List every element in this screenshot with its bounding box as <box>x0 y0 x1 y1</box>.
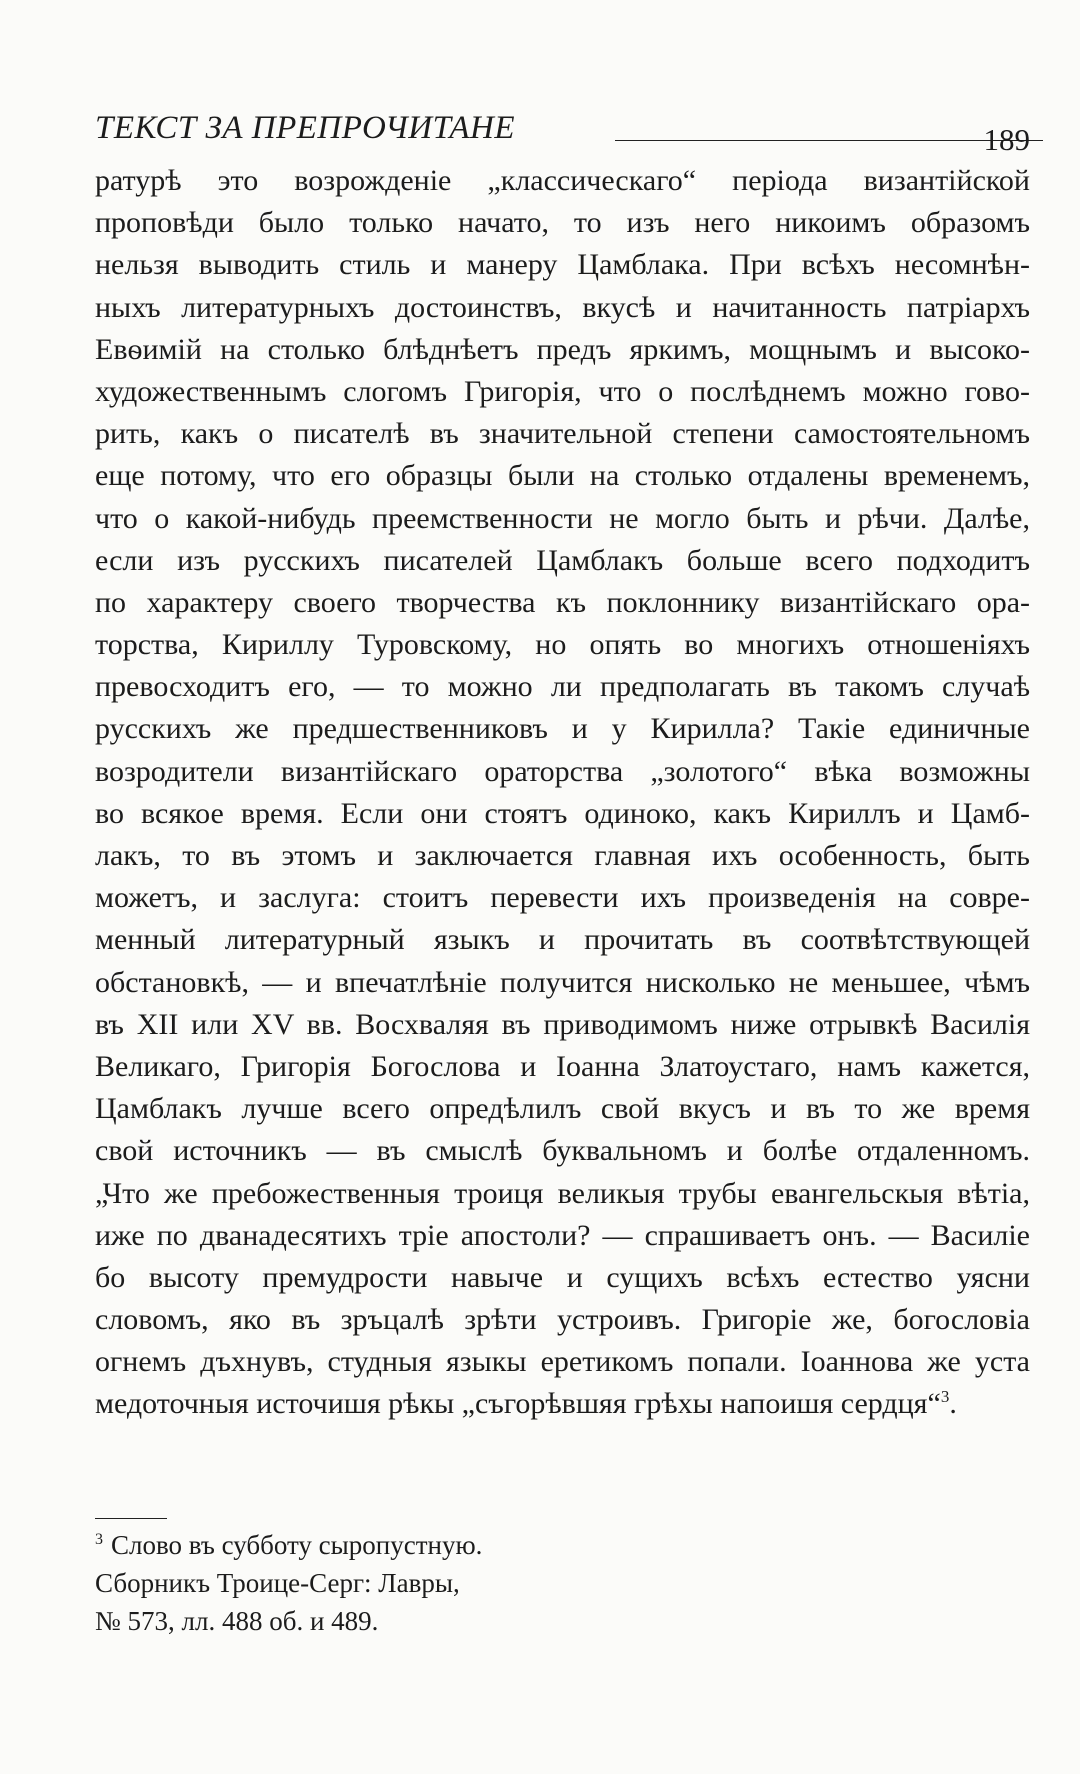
page-number: 189 <box>983 122 1030 157</box>
text-line: ныхъ литературныхъ достоинствъ, вкусѣ и начитанность патріархъ <box>95 290 1030 324</box>
text-line: возродители византійскаго ораторства „золотого“ вѣка возможны <box>95 754 1030 788</box>
text-line: бо высоту премудрости навыче и сущихъ всѣхъ естество уясни <box>95 1260 1030 1294</box>
text-line: проповѣди было только начато, то изъ него никоимъ образомъ <box>95 206 1030 240</box>
text-line-last <box>95 1383 1030 1425</box>
text-line: по характеру своего творчества къ поклоннику византійскаго ора- <box>95 585 1030 619</box>
footnote-line <box>95 1526 615 1564</box>
footnote-text: Слово въ субботу сыропустную. <box>111 1530 483 1560</box>
last-line-text: медоточныя источишя рѣкы „съгорѣвшяя грѣхы напоишя сердця“ <box>95 1387 941 1421</box>
text-line: свой источникъ — въ смыслѣ буквальномъ и болѣе отдаленномъ. <box>95 1134 1030 1168</box>
text-line: русскихъ же предшественниковъ и у Кирилла? Такіе единичные <box>95 712 1030 746</box>
text-line: нельзя выводить стиль и манеру Цамблака. При всѣхъ несомнѣн- <box>95 248 1030 282</box>
running-header <box>95 110 1030 160</box>
text-line: въ XII или XV вв. Восхваляя въ приводимомъ ниже отрывкѣ Василія <box>95 1007 1030 1041</box>
text-line: еще потому, что его образцы были на столько отдалены временемъ, <box>95 459 1030 493</box>
footnote-line: Сборникъ Троице-Серг: Лавры, <box>95 1568 460 1598</box>
text-line: лакъ, то въ этомъ и заключается главная ихъ особенность, быть <box>95 839 1030 872</box>
text-line: Великаго, Григорія Богослова и Іоанна Златоустаго, намъ кажется, <box>95 1049 1030 1083</box>
last-line-period: . <box>949 1387 957 1421</box>
running-title: ТЕКСТ ЗА ПРЕПРОЧИТАНЕ <box>95 110 516 146</box>
text-line: словомъ, яко въ зръцалѣ зрѣти устроивъ. Григоріе же, богословіа <box>95 1303 1030 1337</box>
text-line: художественнымъ слогомъ Григорія, что о послѣднемъ можно гово- <box>95 374 1030 408</box>
text-line: иже по дванадесятихъ тріе апостоли? — спрашиваетъ онъ. — Василіе <box>95 1218 1030 1252</box>
text-line: Евѳимій на столько блѣднѣетъ предъ яркимъ, мощнымъ и высоко- <box>95 332 1030 366</box>
footnote-line: № 573, лл. 488 об. и 489. <box>95 1606 379 1636</box>
footnote-rule <box>95 1518 167 1519</box>
text-line: если изъ русскихъ писателей Цамблакъ больше всего подходитъ <box>95 543 1030 577</box>
text-line: „Что же пребожественныя троиця великыя трубы евангельскыя вѣтіа, <box>95 1176 1030 1210</box>
footnote-reference: 3 <box>940 1387 950 1407</box>
body-text <box>95 160 1030 1426</box>
text-line: торства, Кириллу Туровскому, но опять во многихъ отношеніяхъ <box>95 628 1030 662</box>
footnote <box>95 1526 615 1640</box>
header-rule <box>615 140 1043 141</box>
text-line: ратурѣ это возрожденіе „классическаго“ періода византійской <box>95 164 1030 197</box>
footnote-mark: 3 <box>95 1531 103 1548</box>
text-line: рить, какъ о писателѣ въ значительной степени самостоятельномъ <box>95 417 1030 451</box>
text-line: огнемъ дъхнувъ, студныя языкы еретикомъ попали. Іоаннова же уста <box>95 1345 1030 1379</box>
text-line: Цамблакъ лучше всего опредѣлилъ свой вкусъ и въ то же время <box>95 1092 1030 1126</box>
text-line: превосходитъ его, — то можно ли предполагать въ такомъ случаѣ <box>95 670 1030 704</box>
text-line: обстановкѣ, — и впечатлѣніе получится нисколько не меньшее, чѣмъ <box>95 965 1030 999</box>
text-line: что о какой-нибудь преемственности не могло быть и рѣчи. Далѣе, <box>95 501 1030 535</box>
text-line: во всякое время. Если они стоятъ одиноко, какъ Кириллъ и Цамб- <box>95 796 1030 830</box>
text-line: можетъ, и заслуга: стоитъ перевести ихъ произведенія на совре- <box>95 881 1030 915</box>
text-line: менный литературный языкъ и прочитать въ соотвѣтствующей <box>95 923 1030 957</box>
